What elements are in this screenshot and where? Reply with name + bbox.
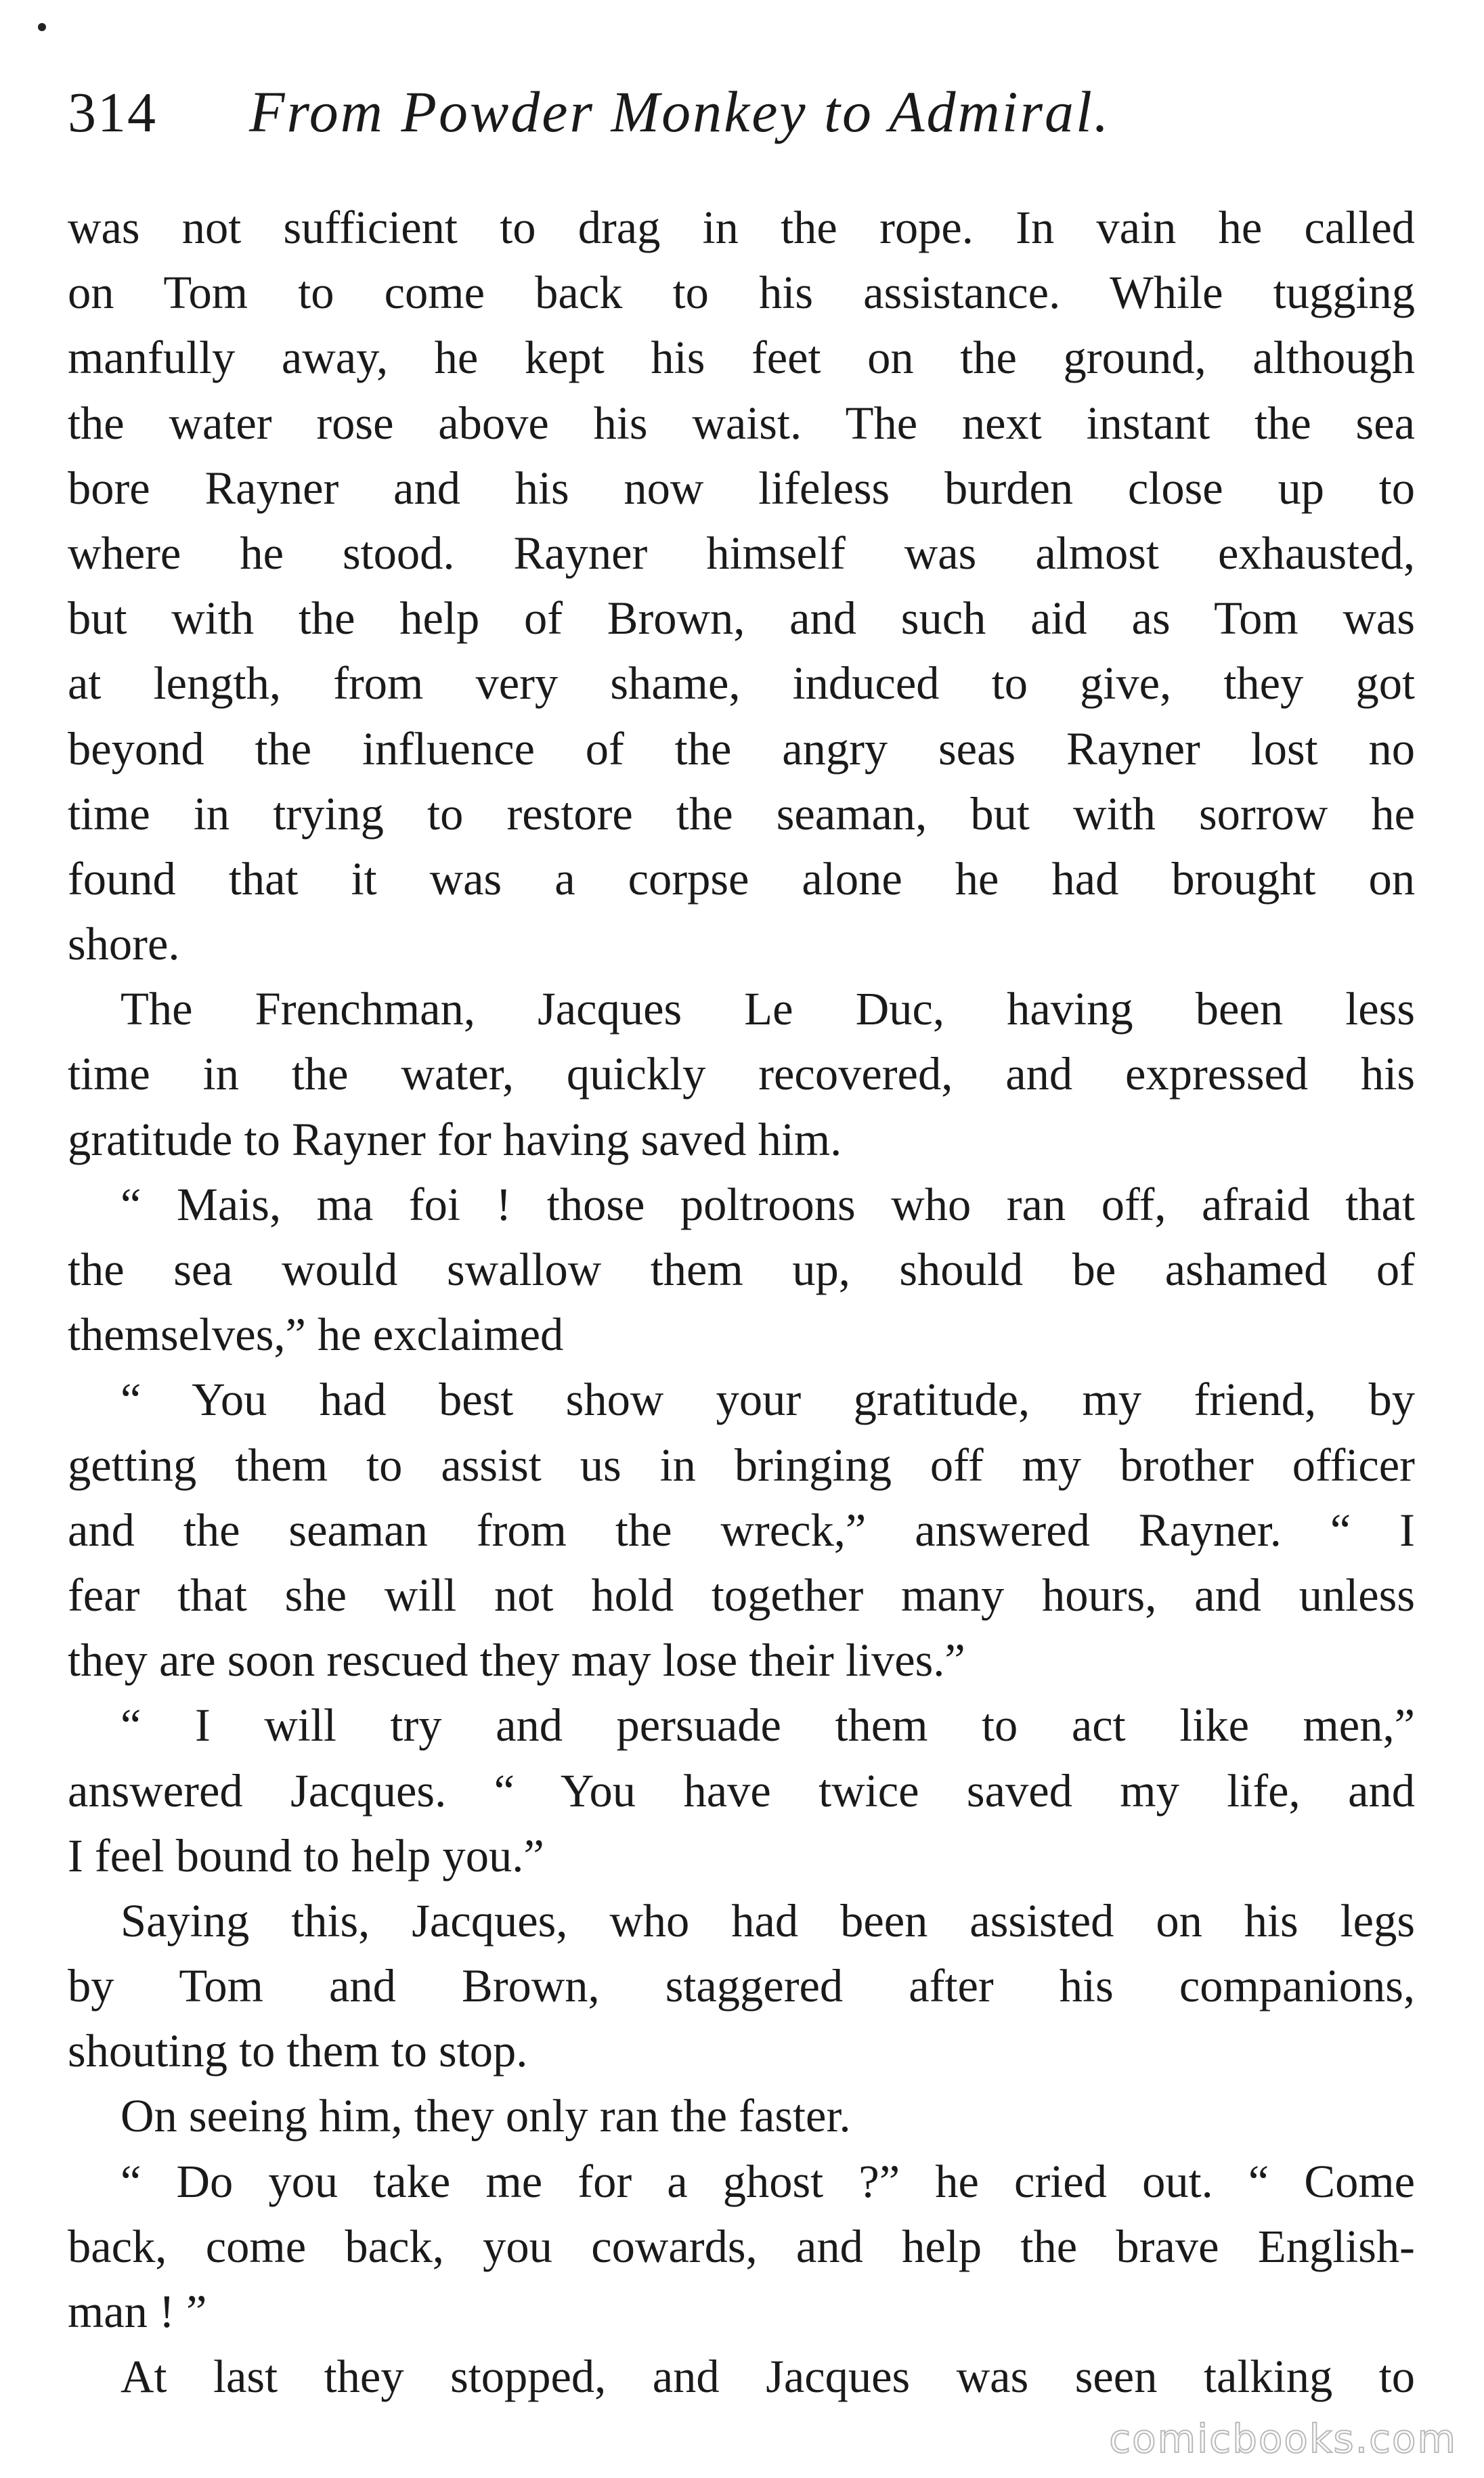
text-line: where he stood. Rayner himself was almost exhausted, bbox=[68, 527, 1415, 579]
text-line: getting them to assist us in bringing off my brother officer bbox=[68, 1439, 1415, 1491]
text-line: was not sufficient to drag in the rope. In vain he called bbox=[68, 202, 1415, 253]
page-header bbox=[68, 62, 1422, 150]
text-line: time in the water, quickly recovered, and expressed his bbox=[68, 1048, 1415, 1100]
text-line: shore. bbox=[68, 918, 180, 970]
text-line: on Tom to come back to his assistance. While tugging bbox=[68, 267, 1415, 319]
body-text bbox=[68, 195, 1415, 2409]
text-line: time in trying to restore the seaman, but with sorrow he bbox=[68, 787, 1415, 840]
text-line: gratitude to Rayner for having saved him. bbox=[68, 1113, 842, 1165]
watermark-logo: comicbooks.com bbox=[1109, 2416, 1457, 2462]
paragraph-first-line: On seeing him, they only ran the faster. bbox=[121, 2090, 851, 2142]
text-line: and the seaman from the wreck,” answered Rayner. “ I bbox=[68, 1504, 1415, 1556]
text-line: man ! ” bbox=[68, 2286, 207, 2337]
text-line: beyond the influence of the angry seas Rayner lost no bbox=[68, 722, 1415, 775]
text-line: they are soon rescued they may lose their lives.” bbox=[68, 1634, 965, 1687]
text-line: the sea would swallow them up, should be ashamed of bbox=[68, 1244, 1415, 1295]
text-line: themselves,” he exclaimed bbox=[68, 1309, 564, 1361]
text-line: bore Rayner and his now lifeless burden close up to bbox=[68, 462, 1415, 514]
page-number: 314 bbox=[68, 81, 157, 144]
running-title: From Powder Monkey to Admiral. bbox=[249, 79, 1111, 144]
paragraph-first-line: At last they stopped, and Jacques was seen talking to bbox=[121, 2351, 1415, 2403]
text-line: by Tom and Brown, staggered after his companions, bbox=[68, 1960, 1415, 2012]
paragraph-first-line: Saying this, Jacques, who had been assisted on his legs bbox=[121, 1894, 1415, 1947]
paragraph-first-line: “ You had best show your gratitude, my friend, by bbox=[121, 1374, 1415, 1426]
text-line: answered Jacques. “ You have twice saved my life, and bbox=[68, 1764, 1415, 1817]
text-line: the water rose above his waist. The next instant the sea bbox=[68, 397, 1415, 449]
paragraph-first-line: “ I will try and persuade them to act like men,” bbox=[121, 1699, 1415, 1752]
text-line: but with the help of Brown, and such aid as Tom was bbox=[68, 592, 1415, 645]
paragraph-first-line: The Frenchman, Jacques Le Duc, having been less bbox=[121, 983, 1415, 1035]
ink-dot bbox=[38, 23, 46, 31]
text-line: I feel bound to help you.” bbox=[68, 1829, 544, 1882]
text-line: shouting to them to stop. bbox=[68, 2025, 528, 2077]
paragraph-first-line: “ Do you take me for a ghost ?” he cried out. “ Come bbox=[121, 2155, 1415, 2207]
text-line: fear that she will not hold together many hours, and unless bbox=[68, 1569, 1415, 1621]
text-line: found that it was a corpse alone he had brought on bbox=[68, 852, 1415, 905]
text-line: back, come back, you cowards, and help the brave English- bbox=[68, 2220, 1415, 2272]
text-line: manfully away, he kept his feet on the ground, although bbox=[68, 332, 1415, 384]
text-line: at length, from very shame, induced to give, they got bbox=[68, 657, 1415, 710]
paragraph-first-line: “ Mais, ma foi ! those poltroons who ran off, afraid that bbox=[121, 1178, 1415, 1230]
